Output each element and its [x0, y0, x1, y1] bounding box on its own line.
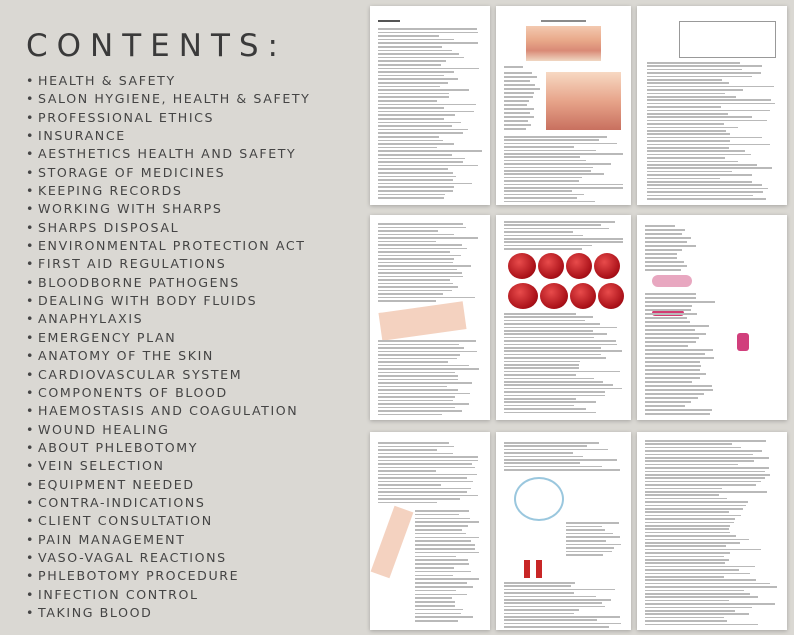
contents-item	[26, 567, 310, 585]
bullet: •	[26, 164, 36, 180]
bullet: •	[26, 128, 36, 144]
bullet: •	[26, 219, 36, 235]
contents-item-label: VASO-VAGAL REACTIONS	[38, 549, 227, 565]
contents-item	[26, 109, 310, 127]
contents-item	[26, 457, 310, 475]
page-thumbnail-skin-layers	[496, 6, 631, 205]
bullet: •	[26, 73, 36, 88]
skin-structure-image	[546, 72, 621, 130]
contents-item	[26, 127, 310, 145]
contents-item-label: VEIN SELECTION	[38, 458, 165, 474]
page-thumbnail-equipment	[496, 432, 631, 630]
contents-item-label: WOUND HEALING	[38, 421, 170, 437]
bullet: •	[26, 494, 36, 510]
bullet: •	[26, 513, 36, 529]
bullet: •	[26, 256, 36, 272]
contents-item-label: HEALTH & SAFETY	[38, 73, 176, 88]
contents-item-label: EMERGENCY PLAN	[38, 329, 177, 345]
tourniquet-image	[652, 275, 692, 287]
bullet: •	[26, 201, 36, 217]
page-thumbnail-index	[370, 6, 490, 205]
contents-item	[26, 90, 310, 108]
page-thumbnail-vein-selection	[370, 432, 490, 630]
contents-item-label: WORKING WITH SHARPS	[38, 201, 223, 217]
contents-item-label: SALON HYGIENE, HEALTH & SAFETY	[38, 91, 311, 107]
bullet: •	[26, 384, 36, 400]
contents-item	[26, 512, 310, 530]
contents-item-label: EQUIPMENT NEEDED	[38, 476, 195, 492]
bullet: •	[26, 311, 36, 327]
contents-item-label: STORAGE OF MEDICINES	[38, 164, 226, 180]
contents-item-label: SHARPS DISPOSAL	[38, 219, 180, 235]
contents-item	[26, 604, 310, 622]
contents-item-label: TAKING BLOOD	[38, 604, 153, 620]
contents-item-label: BLOODBORNE PATHOGENS	[38, 274, 240, 290]
contents-item-label: PHLEBOTOMY PROCEDURE	[38, 568, 240, 584]
page-thumbnail-bloodborne	[637, 6, 787, 205]
contents-item	[26, 586, 310, 604]
bullet: •	[26, 476, 36, 492]
contents-item	[26, 421, 310, 439]
blood-tubes-image	[524, 560, 530, 578]
contents-item-label: ANATOMY OF THE SKIN	[38, 348, 214, 364]
bullet: •	[26, 109, 36, 125]
bullet: •	[26, 568, 36, 584]
contents-item	[26, 549, 310, 567]
contents-item	[26, 402, 310, 420]
contents-item-label: COMPONENTS OF BLOOD	[38, 384, 228, 400]
contents-item	[26, 531, 310, 549]
contents-title: CONTENTS:	[26, 28, 288, 64]
contents-item	[26, 200, 310, 218]
bullet: •	[26, 421, 36, 437]
bullet: •	[26, 293, 36, 309]
contents-item-label: PROFESSIONAL ETHICS	[38, 109, 215, 125]
bullet: •	[26, 403, 36, 419]
bullet: •	[26, 183, 36, 199]
arm-illustration	[378, 301, 466, 341]
contents-item-label: DEALING WITH BODY FLUIDS	[38, 293, 258, 309]
contents-item	[26, 274, 310, 292]
contents-panel	[0, 0, 365, 635]
page-thumbnail-tourniquet	[637, 215, 787, 420]
contents-item	[26, 494, 310, 512]
contents-item	[26, 384, 310, 402]
contents-item	[26, 219, 310, 237]
bullet: •	[26, 439, 36, 455]
bullet: •	[26, 238, 36, 254]
bullet: •	[26, 329, 36, 345]
bullet: •	[26, 91, 36, 107]
contents-item	[26, 182, 310, 200]
contents-item	[26, 476, 310, 494]
bullet: •	[26, 274, 36, 290]
contents-item-label: AESTHETICS HEALTH AND SAFETY	[38, 146, 297, 162]
contents-item	[26, 310, 310, 328]
contents-item-label: PAIN MANAGEMENT	[38, 531, 186, 547]
contents-item	[26, 292, 310, 310]
contents-item-label: HAEMOSTASIS AND COAGULATION	[38, 403, 299, 419]
bullet: •	[26, 146, 36, 162]
bullet: •	[26, 458, 36, 474]
contents-item	[26, 439, 310, 457]
contents-item-label: ABOUT PHLEBOTOMY	[38, 439, 198, 455]
butterfly-needle-image	[514, 477, 564, 521]
contents-item-label: FIRST AID REGULATIONS	[38, 256, 227, 272]
contents-item-label: INFECTION CONTROL	[38, 586, 199, 602]
contents-item	[26, 164, 310, 182]
contents-item	[26, 237, 310, 255]
contents-item	[26, 329, 310, 347]
page-thumbnail-first-aid	[370, 215, 490, 420]
contents-list	[26, 72, 310, 622]
page-thumbnail-blood-groups	[496, 215, 631, 420]
contents-item	[26, 347, 310, 365]
contents-item-label: INSURANCE	[38, 128, 126, 144]
bullet: •	[26, 586, 36, 602]
contents-item-label: ANAPHYLAXIS	[38, 311, 144, 327]
contents-item	[26, 72, 310, 90]
bullet: •	[26, 604, 36, 620]
arm-veins-image	[371, 506, 414, 579]
contents-item-label: CONTRA-INDICATIONS	[38, 494, 206, 510]
contents-item	[26, 366, 310, 384]
page-thumbnail-procedure	[637, 432, 787, 630]
contents-item-label: KEEPING RECORDS	[38, 183, 183, 199]
bullet: •	[26, 549, 36, 565]
contents-item	[26, 145, 310, 163]
skin-layers-image	[526, 26, 601, 61]
contents-item	[26, 255, 310, 273]
contents-item-label: ENVIRONMENTAL PROTECTION ACT	[38, 238, 306, 254]
bullet: •	[26, 366, 36, 382]
bullet: •	[26, 348, 36, 364]
contents-item-label: CARDIOVASCULAR SYSTEM	[38, 366, 243, 382]
contents-item-label: CLIENT CONSULTATION	[38, 513, 213, 529]
bullet: •	[26, 531, 36, 547]
